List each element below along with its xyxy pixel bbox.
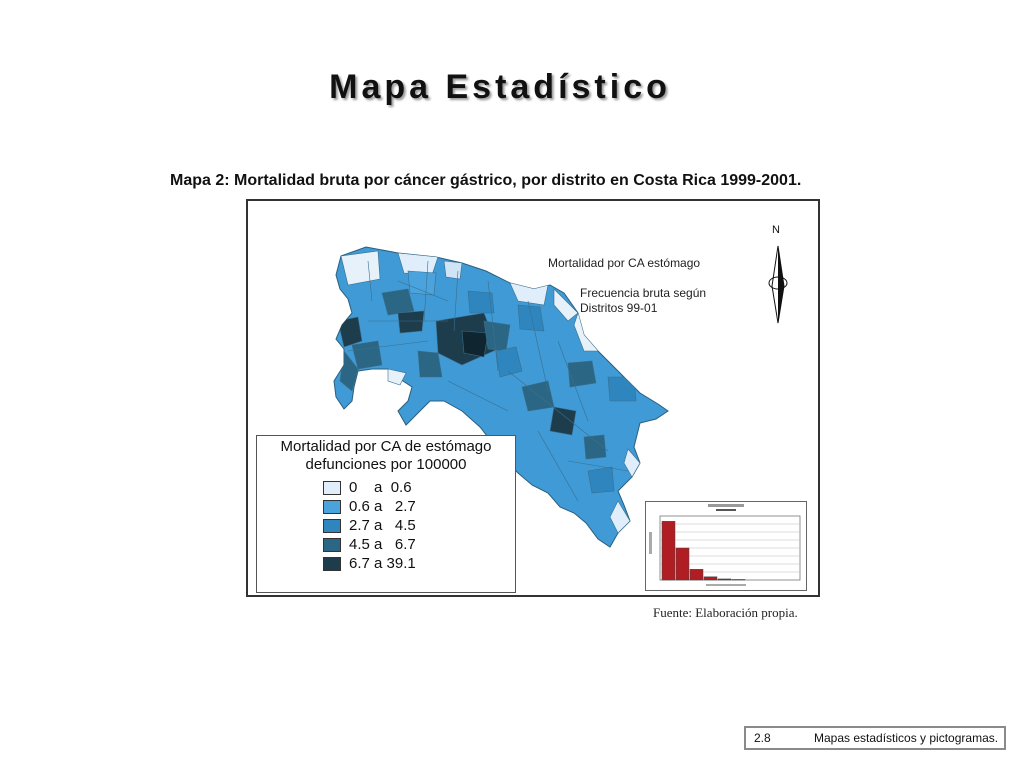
inset-histogram-svg [646, 502, 806, 590]
legend-swatch [323, 538, 341, 552]
north-label: N [772, 224, 780, 236]
legend-title-line1: Mortalidad por CA de estómago [280, 438, 492, 455]
map-frame [246, 199, 820, 597]
legend-label: 0.6 a 2.7 [349, 498, 416, 515]
legend-swatch [323, 519, 341, 533]
legend-row [323, 535, 511, 554]
inset-bar [662, 521, 675, 580]
inset-bar [676, 548, 689, 580]
legend-swatch [323, 500, 341, 514]
legend-label: 0 a 0.6 [349, 479, 412, 496]
legend-swatch [323, 481, 341, 495]
footer-section-title: Mapas estadísticos y pictogramas. [814, 731, 999, 745]
map-heading: Mapa 2: Mortalidad bruta por cáncer gástrico, por distrito en Costa Rica 1999-2001. [170, 172, 802, 189]
legend-swatch [323, 557, 341, 571]
inset-bar [690, 569, 703, 580]
inset-bar [718, 579, 731, 580]
legend-row [323, 554, 511, 573]
legend-row [323, 497, 511, 516]
map-caption-sub: Frecuencia bruta según Distritos 99-01 [580, 286, 707, 315]
legend-label: 2.7 a 4.5 [349, 517, 416, 534]
legend-label: 6.7 a 39.1 [349, 555, 416, 572]
slide-title: Mapa Estadístico [329, 68, 671, 106]
map-caption-main: Mortalidad por CA estómago [548, 256, 701, 270]
source-note: Fuente: Elaboración propia. [653, 605, 798, 620]
map-legend [256, 435, 516, 593]
inset-bar [732, 579, 745, 580]
legend-rows [323, 478, 511, 573]
footer-section-box [744, 726, 1006, 750]
legend-label: 4.5 a 6.7 [349, 536, 416, 553]
inset-histogram [645, 501, 807, 591]
footer-section-number: 2.8 [754, 731, 771, 745]
legend-title-line2: defunciones por 100000 [305, 456, 467, 473]
north-arrow-icon [769, 246, 787, 323]
legend-row [323, 478, 511, 497]
legend-row [323, 516, 511, 535]
inset-bar [704, 577, 717, 580]
